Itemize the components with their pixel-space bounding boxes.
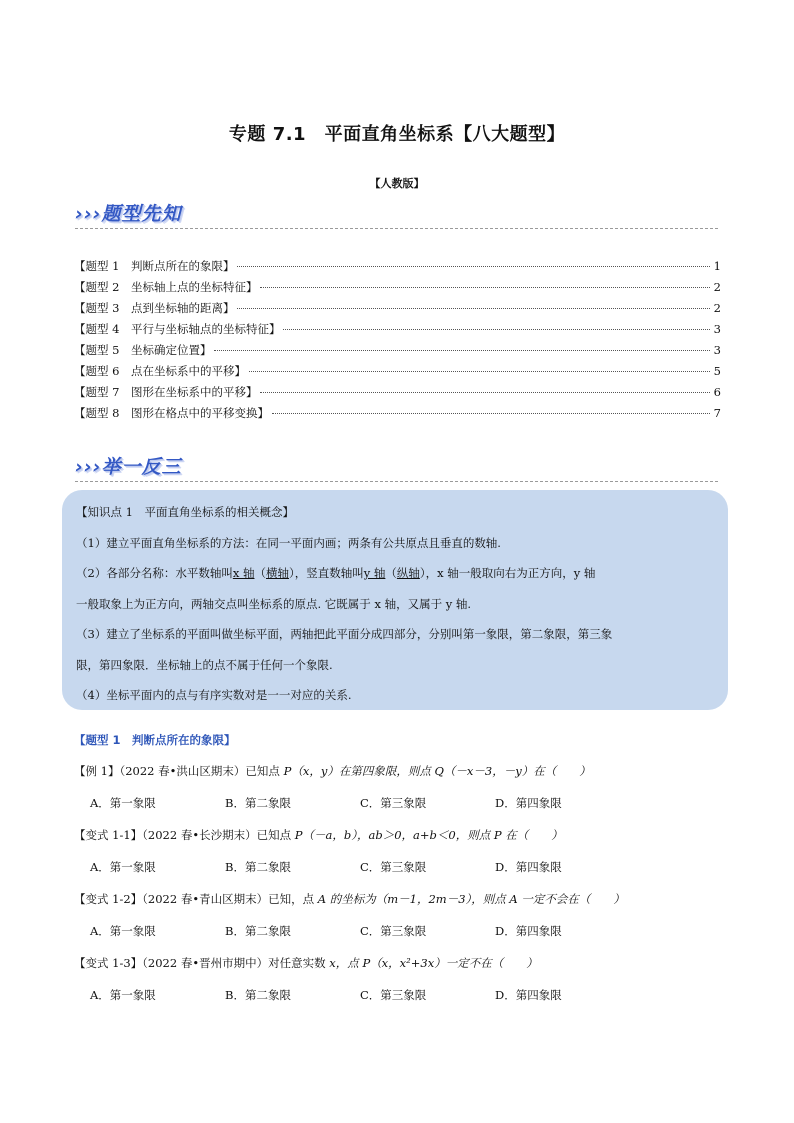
text-run: （ <box>254 566 266 580</box>
option-d[interactable]: D．第四象限 <box>495 860 562 874</box>
term-x-axis: x 轴 <box>232 566 255 580</box>
section-divider <box>75 228 718 229</box>
option-d[interactable]: D．第四象限 <box>495 988 562 1002</box>
option-c[interactable]: C．第三象限 <box>360 988 427 1002</box>
toc-leader <box>249 371 710 372</box>
section-heading-practice: ›››举一反三 <box>75 456 182 478</box>
option-b[interactable]: B．第二象限 <box>225 860 291 874</box>
knowledge-title: 【知识点 1 平面直角坐标系的相关概念】 <box>76 505 294 519</box>
question-stem <box>74 891 734 907</box>
table-of-contents <box>74 258 721 426</box>
answer-options <box>90 923 710 939</box>
toc-leader <box>260 392 710 393</box>
toc-leader <box>260 287 710 288</box>
page-title: 专题 7.1 平面直角坐标系【八大题型】 <box>228 124 566 145</box>
knowledge-point-2 <box>76 558 714 589</box>
toc-item-label: 【题型 5 坐标确定位置】 <box>74 343 212 357</box>
question-body: P（x，y）在第四象限，则点 Q（－x－3，－y）在（ ） <box>283 764 591 778</box>
toc-page-number: 3 <box>713 343 721 357</box>
toc-page-number: 5 <box>713 364 721 378</box>
answer-options <box>90 859 710 875</box>
question-body: P（－a，b），ab＞0，a+b＜0，则点 P 在（ ） <box>294 828 563 842</box>
edition-label: 【人教版】 <box>369 177 425 190</box>
question-body: A 的坐标为（m－1，2m－3），则点 A 一定不会在（ ） <box>317 892 625 906</box>
toc-item-label: 【题型 1 判断点所在的象限】 <box>74 259 235 273</box>
toc-item-label: 【题型 6 点在坐标系中的平移】 <box>74 364 246 378</box>
toc-leader <box>237 266 710 267</box>
toc-page-number: 1 <box>713 259 721 273</box>
option-c[interactable]: C．第三象限 <box>360 796 427 810</box>
toc-item[interactable] <box>74 321 721 342</box>
section-divider <box>75 481 718 482</box>
question-stem <box>74 955 734 971</box>
option-b[interactable]: B．第二象限 <box>225 796 291 810</box>
toc-item[interactable] <box>74 300 721 321</box>
toc-page-number: 6 <box>713 385 721 399</box>
knowledge-point-3: （3）建立了坐标系的平面叫做坐标平面，两轴把此平面分成四部分，分别叫第一象限，第二象限，第三象 <box>76 627 613 641</box>
option-a[interactable]: A．第一象限 <box>90 988 156 1002</box>
toc-item[interactable] <box>74 279 721 300</box>
question-body: x，点 P（x，x²+3x）一定不在（ ） <box>329 956 538 970</box>
option-a[interactable]: A．第一象限 <box>90 860 156 874</box>
option-b[interactable]: B．第二象限 <box>225 924 291 938</box>
option-d[interactable]: D．第四象限 <box>495 796 562 810</box>
toc-leader <box>272 413 710 414</box>
toc-page-number: 2 <box>713 301 721 315</box>
toc-item-label: 【题型 7 图形在坐标系中的平移】 <box>74 385 258 399</box>
answer-options <box>90 987 710 1003</box>
option-a[interactable]: A．第一象限 <box>90 924 156 938</box>
answer-options <box>90 795 710 811</box>
option-a[interactable]: A．第一象限 <box>90 796 156 810</box>
knowledge-point-1: （1）建立平面直角坐标系的方法：在同一平面内画；两条有公共原点且垂直的数轴. <box>76 535 501 550</box>
question-type-heading: 【题型 1 判断点所在的象限】 <box>74 733 236 747</box>
toc-item-label: 【题型 8 图形在格点中的平移变换】 <box>74 406 269 420</box>
text-run: ），x 轴一般取向右为正方向，y 轴 <box>419 566 596 580</box>
toc-item[interactable] <box>74 258 721 279</box>
question-stem <box>74 827 734 843</box>
question-source: 【变式 1-1】（2022 春•长沙期末）已知点 <box>74 828 295 842</box>
toc-item-label: 【题型 2 坐标轴上点的坐标特征】 <box>74 280 258 294</box>
term-y-axis: y 轴 <box>363 566 386 580</box>
option-c[interactable]: C．第三象限 <box>360 860 427 874</box>
knowledge-point-3-cont: 限，第四象限．坐标轴上的点不属于任何一个象限. <box>76 657 333 672</box>
toc-page-number: 7 <box>713 406 721 420</box>
toc-leader <box>237 308 710 309</box>
question-source: 【变式 1-3】（2022 春•晋州市期中）对任意实数 <box>74 956 330 970</box>
term-vertical-axis: 纵轴 <box>396 566 420 580</box>
toc-item[interactable] <box>74 342 721 363</box>
toc-item[interactable] <box>74 384 721 405</box>
toc-item[interactable] <box>74 405 721 426</box>
toc-item-label: 【题型 3 点到坐标轴的距离】 <box>74 301 235 315</box>
knowledge-point-2-cont: 一般取象上为正方向，两轴交点叫坐标系的原点. 它既属于 x 轴，又属于 y 轴. <box>76 596 472 611</box>
question-source: 【例 1】（2022 春•洪山区期末）已知点 <box>74 764 284 778</box>
option-b[interactable]: B．第二象限 <box>225 988 291 1002</box>
option-c[interactable]: C．第三象限 <box>360 924 427 938</box>
toc-item[interactable] <box>74 363 721 384</box>
section-heading-preview: ›››题型先知 <box>75 203 182 225</box>
toc-page-number: 2 <box>713 280 721 294</box>
toc-leader <box>214 350 710 351</box>
term-horizontal-axis: 横轴 <box>265 566 289 580</box>
option-d[interactable]: D．第四象限 <box>495 924 562 938</box>
knowledge-point-4: （4）坐标平面内的点与有序实数对是一一对应的关系. <box>76 688 352 702</box>
toc-item-label: 【题型 4 平行与坐标轴点的坐标特征】 <box>74 322 281 336</box>
toc-leader <box>283 329 710 330</box>
question-stem <box>74 763 734 779</box>
knowledge-box <box>62 490 728 710</box>
text-run: ），竖直数轴叫 <box>288 566 364 580</box>
toc-page-number: 3 <box>713 322 721 336</box>
text-run: （2）各部分名称：水平数轴叫 <box>76 566 233 580</box>
question-source: 【变式 1-2】（2022 春•青山区期末）已知，点 <box>74 892 318 906</box>
text-run: （ <box>385 566 397 580</box>
